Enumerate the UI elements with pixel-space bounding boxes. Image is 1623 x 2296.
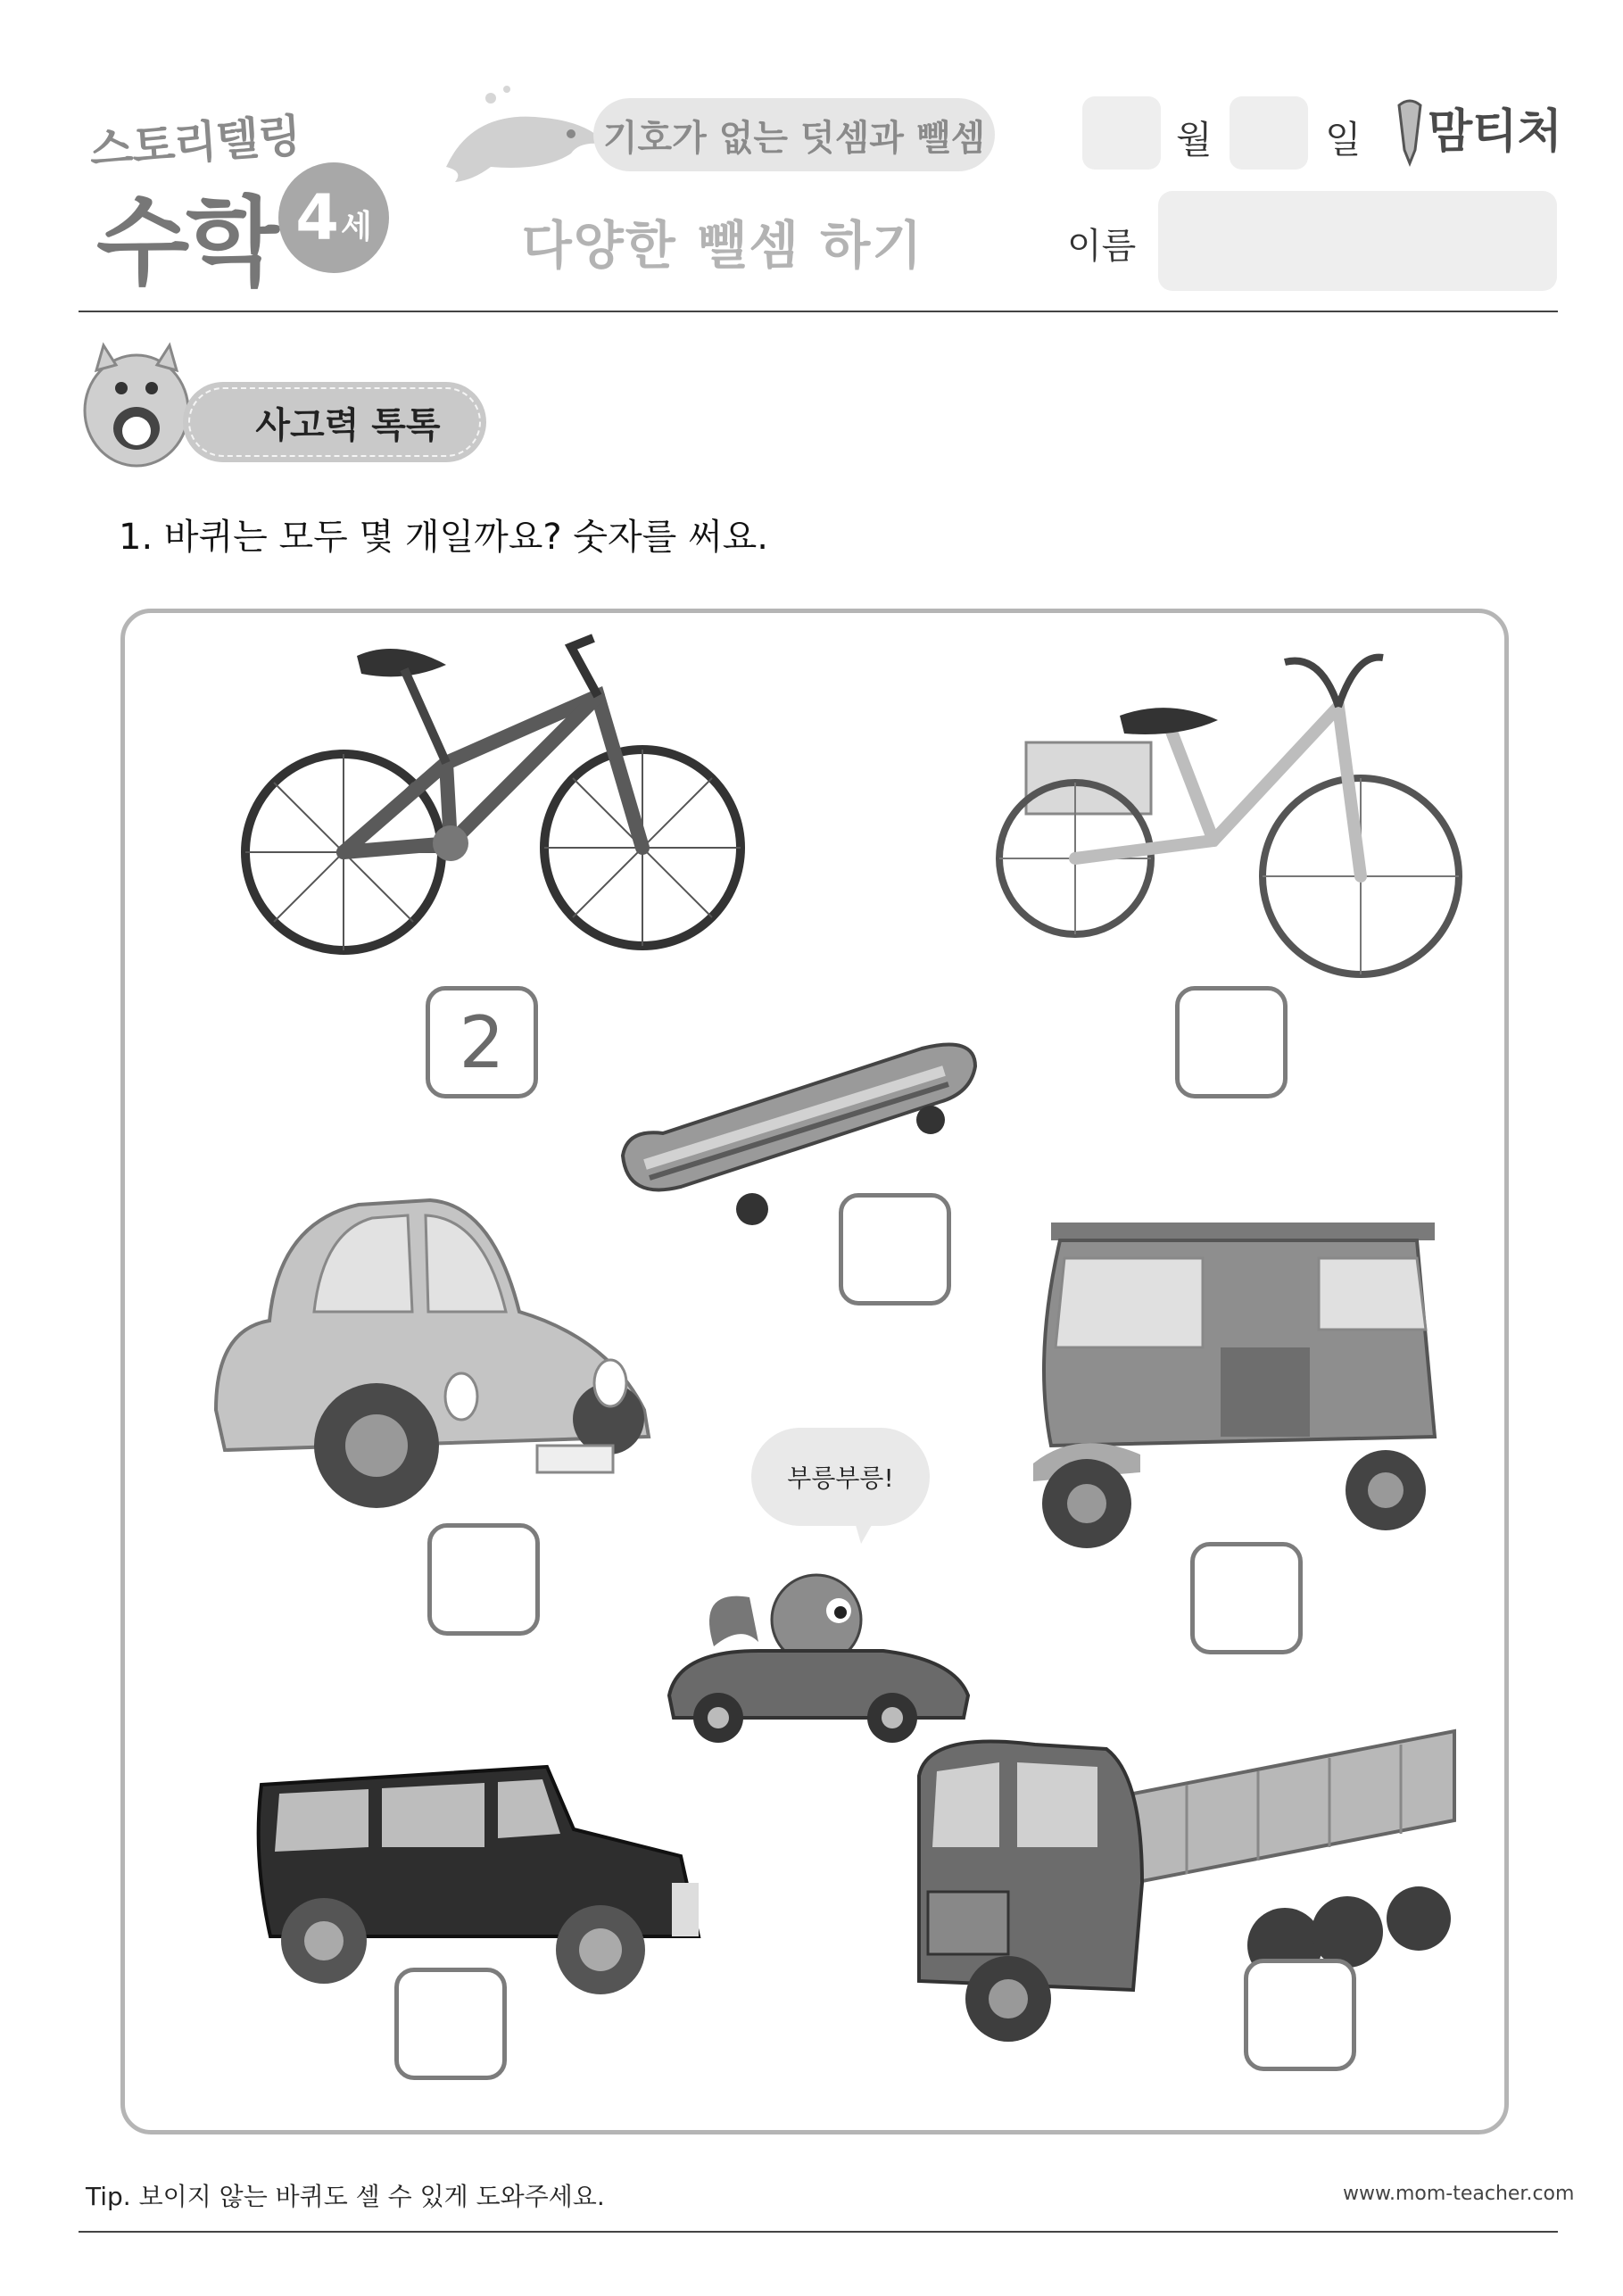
pencil-mascot-icon: [1392, 96, 1428, 168]
subject-pill: 기호가 없는 덧셈과 뺄셈: [593, 98, 995, 171]
footer-tip: Tip. 보이지 않는 바퀴도 셀 수 있게 도와주세요.: [86, 2182, 605, 2211]
section-label: 사고력 톡톡: [255, 404, 441, 446]
jeep-icon: [253, 1758, 716, 1990]
answer-box-jeep[interactable]: [394, 1968, 507, 2080]
car-icon: [198, 1196, 662, 1517]
speech-bubble: 부릉부릉!: [751, 1428, 930, 1526]
speech-tail-icon: [852, 1513, 888, 1548]
answer-box-bicycle[interactable]: 2: [426, 986, 538, 1098]
name-input[interactable]: [1158, 191, 1557, 291]
answer-box-rickshaw[interactable]: [1190, 1542, 1303, 1654]
logo-main-text: 수학: [96, 187, 276, 299]
tricycle-icon: [990, 635, 1454, 983]
rickshaw-icon: [1024, 1223, 1444, 1553]
bicycle-icon: [219, 629, 754, 955]
brand-logo: 맘티처: [1428, 105, 1562, 159]
answer-box-skateboard[interactable]: [839, 1193, 951, 1305]
question-text: 1. 바퀴는 모두 몇 개일까요? 숫자를 써요.: [119, 517, 768, 558]
age-badge: [278, 162, 389, 273]
age-unit: 세: [340, 208, 372, 245]
mascot-car-icon: [660, 1562, 977, 1740]
footer-website[interactable]: www.mom-teacher.com: [1343, 2183, 1575, 2205]
month-label: 월: [1176, 118, 1213, 162]
name-label: 이름: [1067, 226, 1137, 267]
header-divider: [79, 311, 1558, 312]
day-input[interactable]: [1230, 96, 1308, 170]
answer-box-truck[interactable]: [1244, 1959, 1356, 2071]
day-label: 일: [1325, 118, 1362, 162]
footer-divider: [79, 2231, 1558, 2233]
month-input[interactable]: [1082, 96, 1161, 170]
logo-top-text: 스토리텔링: [87, 109, 302, 177]
page-title: 다양한 뺄셈 하기: [521, 215, 924, 276]
dolphin-icon: [437, 82, 616, 189]
truck-icon: [901, 1722, 1463, 2043]
answer-box-car[interactable]: [427, 1523, 540, 1636]
age-number: 4: [295, 181, 339, 254]
answer-box-tricycle[interactable]: [1175, 986, 1288, 1098]
